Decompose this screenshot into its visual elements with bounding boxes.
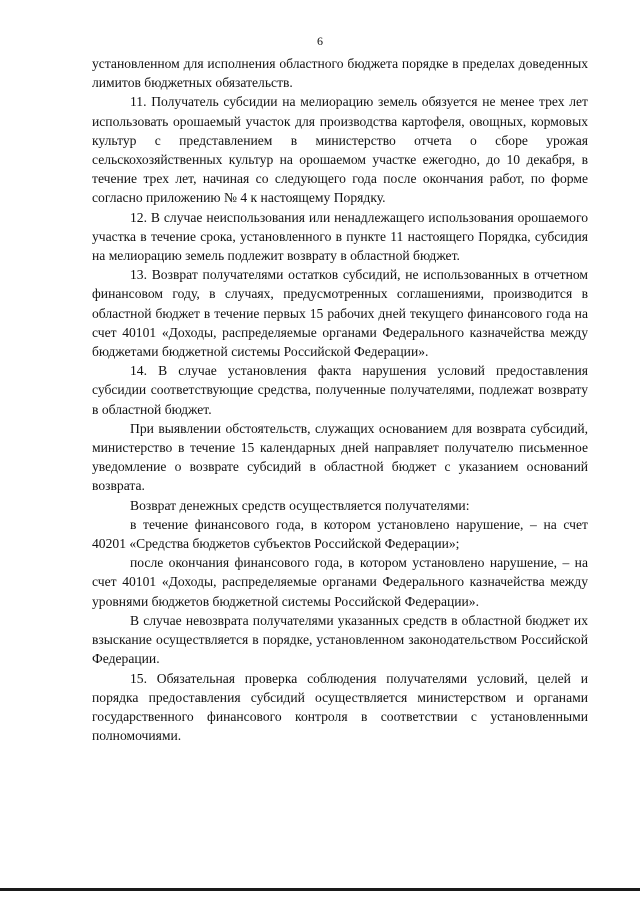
paragraph-item-11: 11. Получатель субсидии на мелиорацию земель обязуется не менее трех лет использовать орошаемый участок для производства картофеля, овощных, кормовых культур с представлением в министерство отчета о сборе урожая сельскохозяйственных культур на орошаемом участке ежегодно, до 10 декабря, в течение трех лет, начиная со следующего года после окончания работ, по форме согласно приложению № 4 к настоящему Порядку.: [92, 94, 588, 206]
paragraph-item-15: 15. Обязательная проверка соблюдения получателями условий, целей и порядка предоставления субсидий осуществляется министерством и органами государственного финансового контроля в соответствии с установленными полномочиями.: [92, 670, 588, 744]
paragraph-violation-notice: При выявлении обстоятельств, служащих основанием для возврата субсидий, министерство в течение 15 календарных дней направляет получателю письменное уведомление о возврате субсидий в областной бюджет с указанием оснований возврата.: [92, 420, 588, 494]
paragraph-refund-intro: Возврат денежных средств осуществляется получателями:: [130, 497, 470, 513]
document-body: [92, 54, 588, 745]
paragraph-item-13: 13. Возврат получателями остатков субсидий, не использованных в отчетном финансовом году, в случаях, предусмотренных соглашениями, производится в областной бюджет в течение первых 15 рабочих дней текущего финансового года на счет 40101 «Доходы, распределяемые органами Федерального казначейства между бюджетами бюджетной системы Российской Федерации».: [92, 267, 588, 360]
paragraph-refund-current-year: в течение финансового года, в котором установлено нарушение, – на счет 40201 «Средства бюджетов субъектов Российской Федерации»;: [92, 516, 588, 552]
bottom-scan-border: [0, 888, 640, 891]
paragraph-item-14: 14. В случае установления факта нарушения условий предоставления субсидии соответствующие средства, полученные получателями, подлежат возврату в областной бюджет.: [92, 363, 588, 417]
paragraph-non-return: В случае невозврата получателями указанных средств в областной бюджет их взыскание осуществляется в порядке, установленном законодательством Российской Федерации.: [92, 612, 588, 667]
paragraph-refund-after-year: после окончания финансового года, в котором установлено нарушение, – на счет 40101 «Доходы, распределяемые органами Федерального казначейства между уровнями бюджетов бюджетной системы Российской Федерации».: [92, 555, 588, 609]
paragraph-continuation: установленном для исполнения областного бюджета порядке в пределах доведенных лимитов бюджетных обязательств.: [92, 56, 588, 91]
page-number: 6: [317, 34, 323, 48]
paragraph-item-12: 12. В случае неиспользования или ненадлежащего использования орошаемого участка в течение срока, установленного в пункте 11 настоящего Порядка, субсидия на мелиорацию земель подлежит возврату в областной бюджет.: [92, 209, 588, 264]
